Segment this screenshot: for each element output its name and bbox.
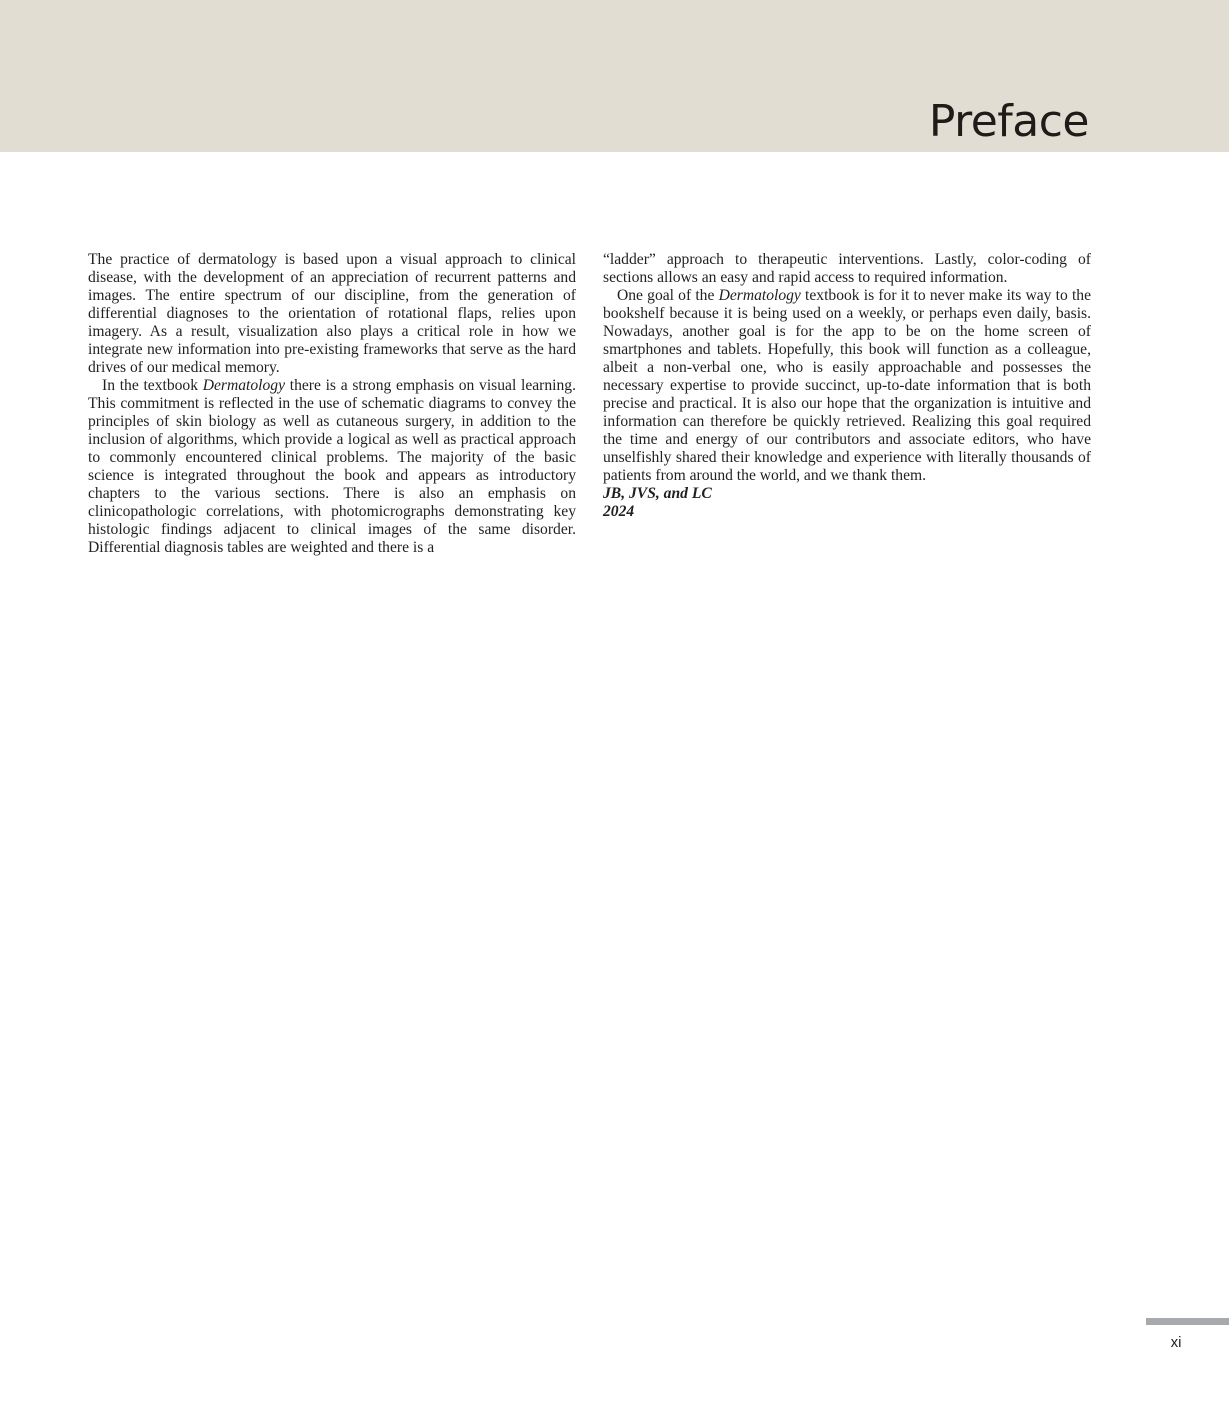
preface-body — [88, 251, 1091, 557]
book-title-italic: Dermatology — [718, 287, 801, 304]
signature-authors: JB, JVS, and LC — [603, 485, 712, 502]
header-band — [0, 0, 1229, 152]
paragraph-visual-learning — [88, 377, 576, 557]
book-title-italic: Dermatology — [202, 377, 286, 394]
paragraph-goal — [603, 287, 1091, 485]
right-column — [603, 251, 1091, 557]
paragraph-visual-approach: The practice of dermatology is based upon a visual approach to clinical disease, with the development of an appreciation of recurrent patterns and images. The entire spectrum of our discipline, from the generation of differential diagnoses to the orientation of rotational flaps, relies upon imagery. As a result, visualization also plays a critical role in how we integrate new information into pre-existing frameworks that serve as the hard drives of our medical memory. — [88, 251, 576, 376]
paragraph-text: textbook is for it to never make its way to the bookshelf because it is being used on a weekly, or perhaps even daily, basis. Nowadays, another goal is for the app to be on the home screen of smartphones and tablets. Hopefully, this book will function as a colleague, albeit a non-verbal one, who is easily approachable and possesses the necessary expertise to provide succinct, up-to-date information that is both precise and practical. It is also our hope that the organization is intuitive and information can therefore be quickly retrieved. Realizing this goal required the time and energy of our contributors and associate editors, who have unselfishly shared their knowledge and experience with literally thousands of patients from around the world, and we thank them. — [603, 287, 1091, 484]
left-column — [88, 251, 576, 557]
paragraph-text: One goal of the — [617, 287, 719, 304]
paragraph-ladder-approach: “ladder” approach to therapeutic interventions. Lastly, color-coding of sections allows an easy and rapid access to required information. — [603, 251, 1091, 286]
paragraph-text: there is a strong emphasis on visual learning. This commitment is reflected in the use of schematic diagrams to convey the principles of skin biology as well as cutaneous surgery, in addition to the inclusion of algorithms, which provide a logical as well as practical approach to commonly encountered clinical problems. The majority of the basic science is integrated throughout the book and appears as introductory chapters to the various sections. There is also an emphasis on clinicopathologic correlations, with photomicrographs demonstrating key histologic findings adjacent to clinical images of the same disorder. Differential diagnosis tables are weighted and there is a — [88, 377, 576, 556]
signature-year: 2024 — [603, 503, 635, 520]
footer-bar — [1146, 1318, 1229, 1325]
page-number: xi — [1170, 1334, 1182, 1351]
page-title: Preface — [928, 96, 1089, 147]
paragraph-text: In the textbook — [102, 377, 203, 394]
